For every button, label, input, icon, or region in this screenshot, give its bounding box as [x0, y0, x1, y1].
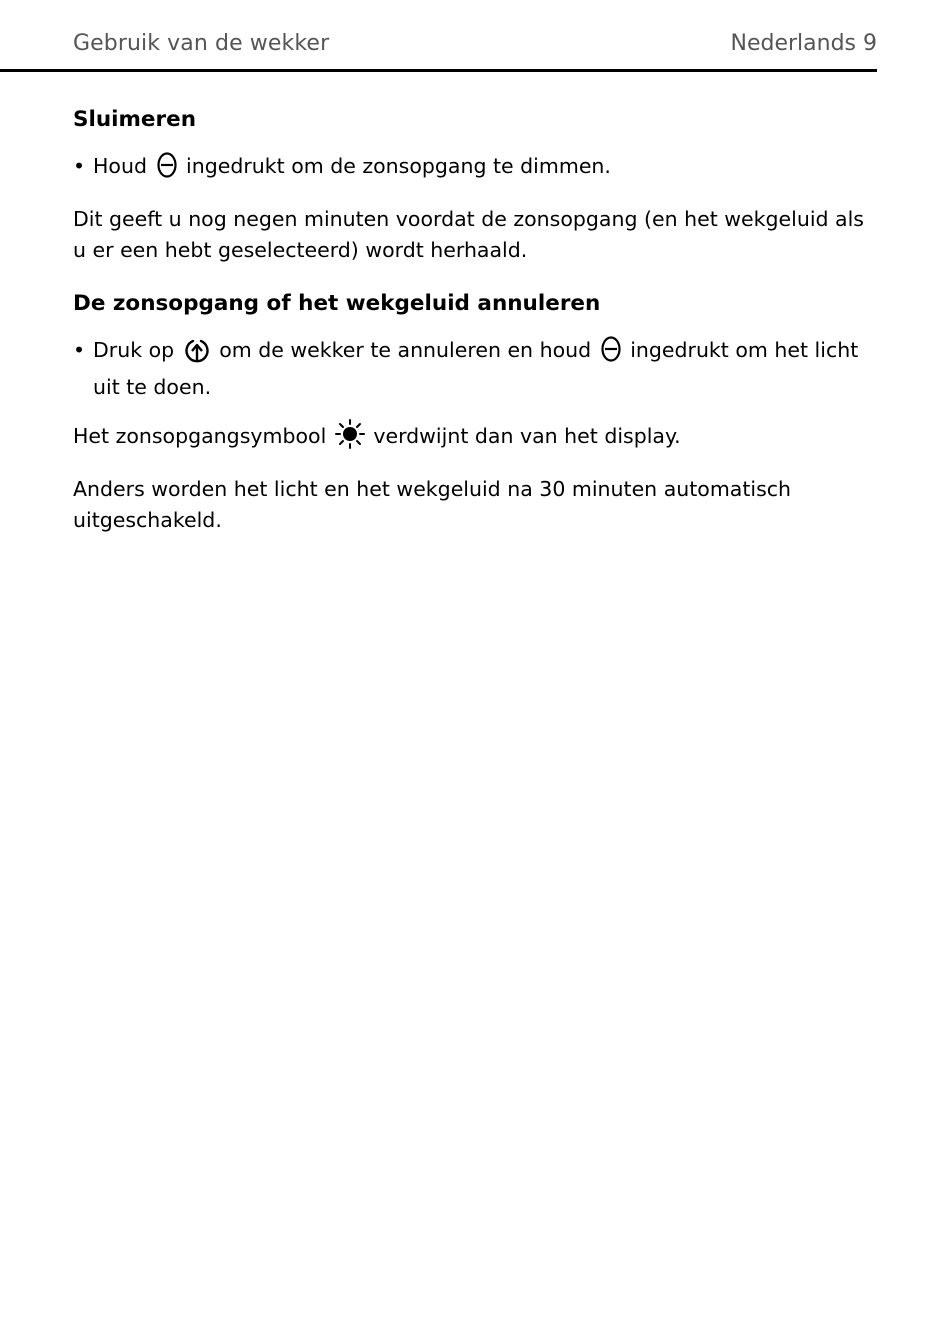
snooze-heading: Sluimeren [73, 107, 197, 132]
page-label: Nederlands 9 [730, 31, 877, 56]
cancel-bullet-part3: ingedrukt om het licht uit te doen. [93, 338, 859, 399]
page-header [0, 0, 877, 72]
bullet-dot: • [73, 338, 86, 362]
power-arrow-icon [183, 335, 211, 372]
snooze-bullet-before: Houd [93, 154, 147, 178]
auto-off-paragraph: Anders worden het licht en het wekgeluid na 30 minuten automatisch uitgeschakeld. [73, 477, 792, 532]
theta-dim-icon [156, 151, 178, 188]
cancel-bullet-part2: om de wekker te annuleren en houd [219, 338, 592, 362]
symbol-before: Het zonsopgangsymbool [73, 424, 327, 448]
sunrise-symbol-line [73, 419, 873, 458]
cancel-heading: De zonsopgang of het wekgeluid annuleren [73, 291, 601, 316]
section-title: Gebruik van de wekker [73, 31, 330, 56]
snooze-bullet-after: ingedrukt om de zonsopgang te dimmen. [186, 154, 611, 178]
cancel-bullet-part1: Druk op [93, 338, 175, 362]
theta-dim-icon [600, 335, 622, 372]
symbol-after: verdwijnt dan van het display. [373, 424, 681, 448]
sun-icon [335, 419, 365, 458]
snooze-paragraph: Dit geeft u nog negen minuten voordat de zonsopgang (en het wekgeluid als u er een hebt geselecteerd) wordt herhaald. [73, 207, 864, 262]
cancel-bullet [73, 335, 873, 403]
bullet-dot: • [73, 154, 86, 178]
snooze-bullet [73, 151, 873, 188]
page-content [73, 104, 873, 536]
